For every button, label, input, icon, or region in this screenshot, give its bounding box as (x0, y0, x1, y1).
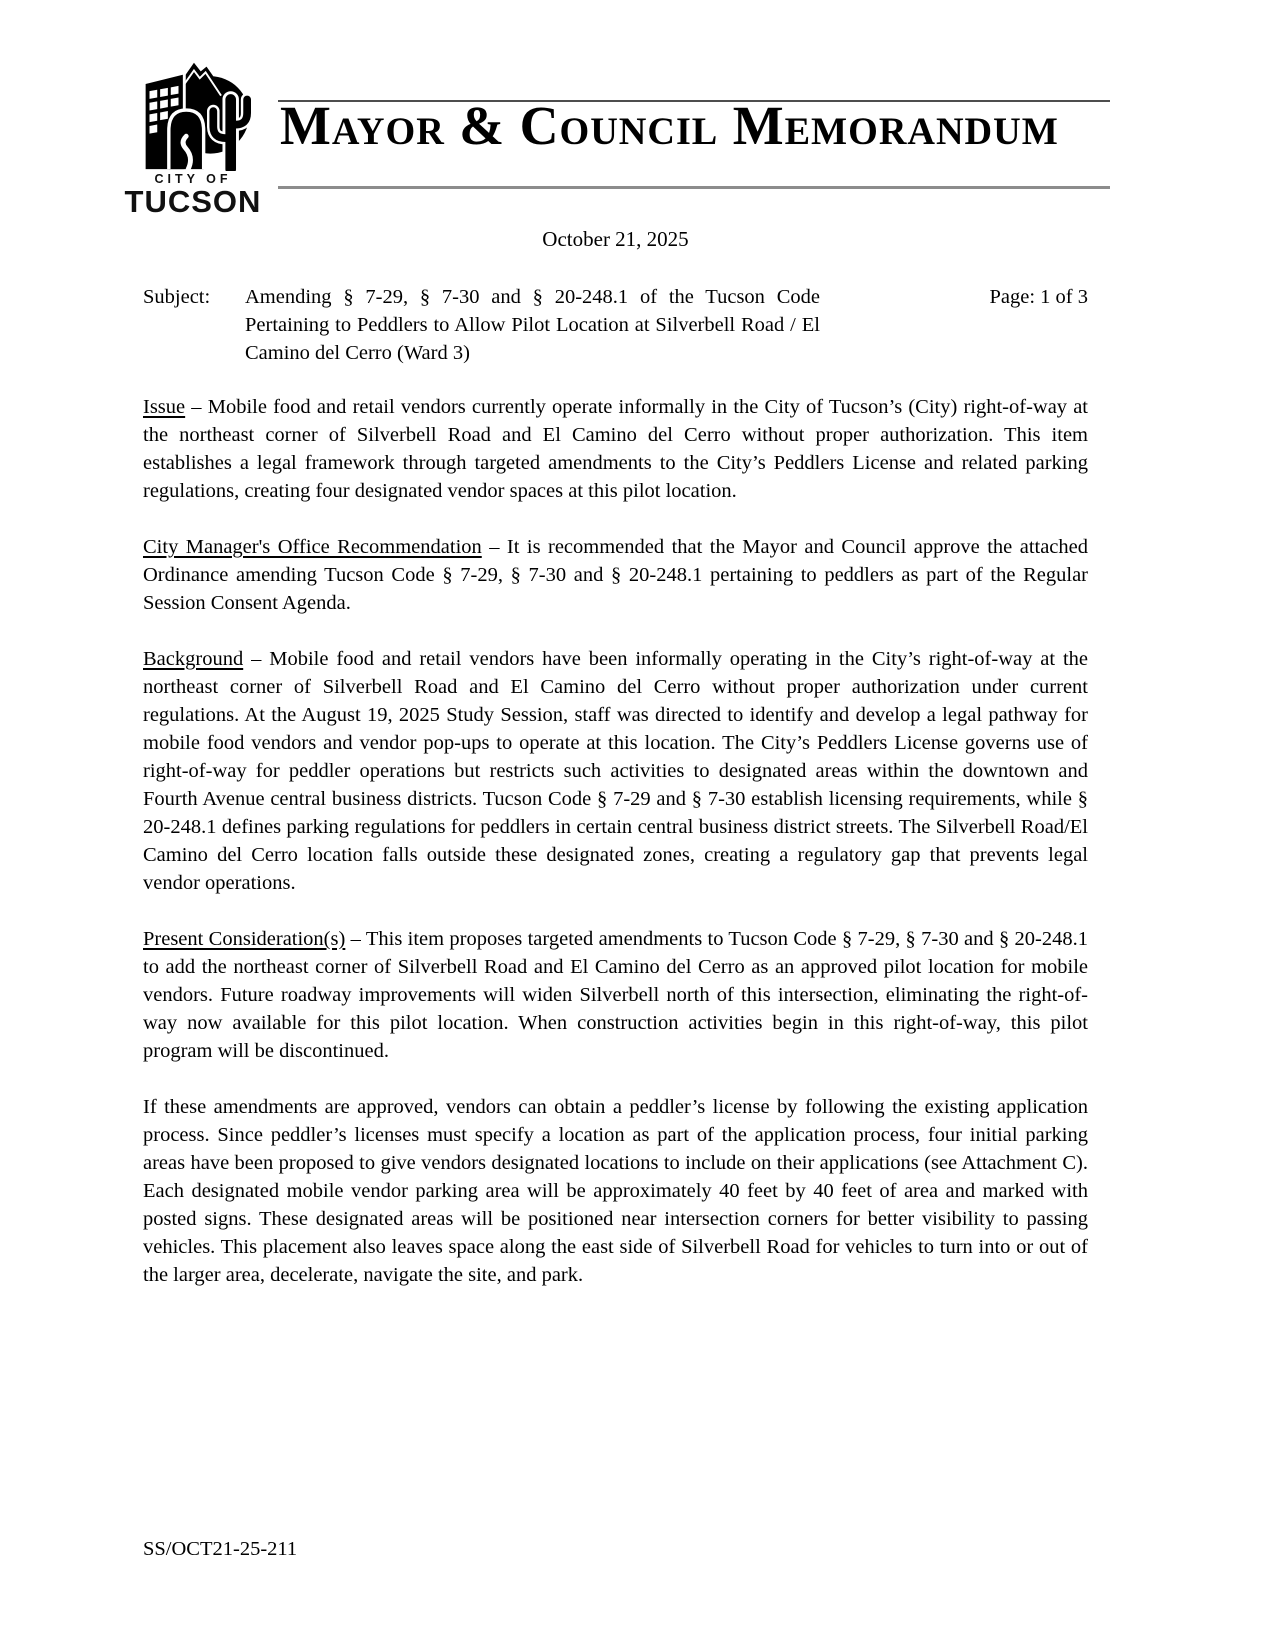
title-block (268, 55, 1110, 223)
tucson-logo-icon (129, 55, 257, 171)
logo-tucson-label: TUCSON (124, 184, 262, 219)
logo-city-of-label: CITY OF (154, 172, 232, 186)
memo-footer (143, 1538, 297, 1561)
subject-label: Subject: (143, 286, 211, 308)
section-heading: Present Consideration(s) (143, 928, 346, 950)
memo-paragraph: City Manager's Office Recommendation – It is recommended that the Mayor and Council approve the attached Ordinance amending Tucson Code § 7-29, § 7-30 and § 20-248.1 pertaining to peddlers as part of the Regular Session Consent Agenda. (143, 536, 1089, 614)
subject-row (143, 283, 1088, 367)
section-heading: Issue (143, 396, 186, 418)
memo-paragraph: Background – Mobile food and retail vendors have been informally operating in the City’s right-of-way at the northeast corner of Silverbell Road and El Camino del Cerro without proper authorization under current regulations. At the August 19, 2025 Study Session, staff was directed to identify and develop a legal pathway for mobile food vendors and vendor pop-ups to operate at this location. The City’s Peddlers License governs use of right-of-way for peddler operations but restricts such activities to designated areas within the downtown and Fourth Avenue central business districts. Tucson Code § 7-29 and § 7-30 establish licensing requirements, while § 20-248.1 defines parking regulations for peddlers in certain central business district streets. The Silverbell Road/El Camino del Cerro location falls outside these designated zones, creating a regulatory gap that prevents legal vendor operations. (143, 648, 1088, 894)
subject-text: Amending § 7-29, § 7-30 and § 20-248.1 of the Tucson Code Pertaining to Peddlers to Allow Pilot Location at Silverbell Road / El Camino del Cerro (Ward 3) (245, 286, 820, 364)
section-heading: Background (143, 648, 244, 670)
section-heading: City Manager's Office Recommendation (143, 536, 482, 558)
memo-date: October 21, 2025 (542, 227, 689, 251)
header-rule-bottom (278, 186, 1110, 189)
reference-number: SS/OCT21-25-211 (143, 1538, 298, 1560)
memo-header (118, 0, 1088, 223)
memo-body (143, 393, 1088, 1289)
memo-paragraph: If these amendments are approved, vendors can obtain a peddler’s license by following the existing application process. Since peddler’s licenses must specify a location as part of the application process, four initial parking areas have been proposed to give vendors designated locations to include on their applications (see Attachment C). Each designated mobile vendor parking area will be approximately 40 feet by 40 feet of area and marked with posted signs. These designated areas will be positioned near intersection corners for better visibility to passing vehicles. This placement also leaves space along the east side of Silverbell Road for vehicles to turn into or out of the larger area, decelerate, navigate the site, and park. (143, 1096, 1088, 1286)
memo-title: Mayor & Council Memorandum (280, 95, 1059, 156)
tucson-logo (118, 55, 268, 223)
page-number-label: Page: 1 of 3 (989, 286, 1088, 308)
memo-paragraph: Present Consideration(s) – This item proposes targeted amendments to Tucson Code § 7-29, § 7-30 and § 20-248.1 to add the northeast corner of Silverbell Road and El Camino del Cerro as an approved pilot location for mobile vendors. Future roadway improvements will widen Silverbell north of this intersection, eliminating the right-of-way now available for this pilot location. When construction activities begin in this right-of-way, this pilot program will be discontinued. (143, 928, 1088, 1062)
memo-paragraph: Issue – Mobile food and retail vendors currently operate informally in the City of Tucson’s (City) right-of-way at the northeast corner of Silverbell Road and El Camino del Cerro without proper authorization. This item establishes a legal framework through targeted amendments to the City’s Peddlers License and related parking regulations, creating four designated vendor spaces at this pilot location. (143, 396, 1089, 502)
